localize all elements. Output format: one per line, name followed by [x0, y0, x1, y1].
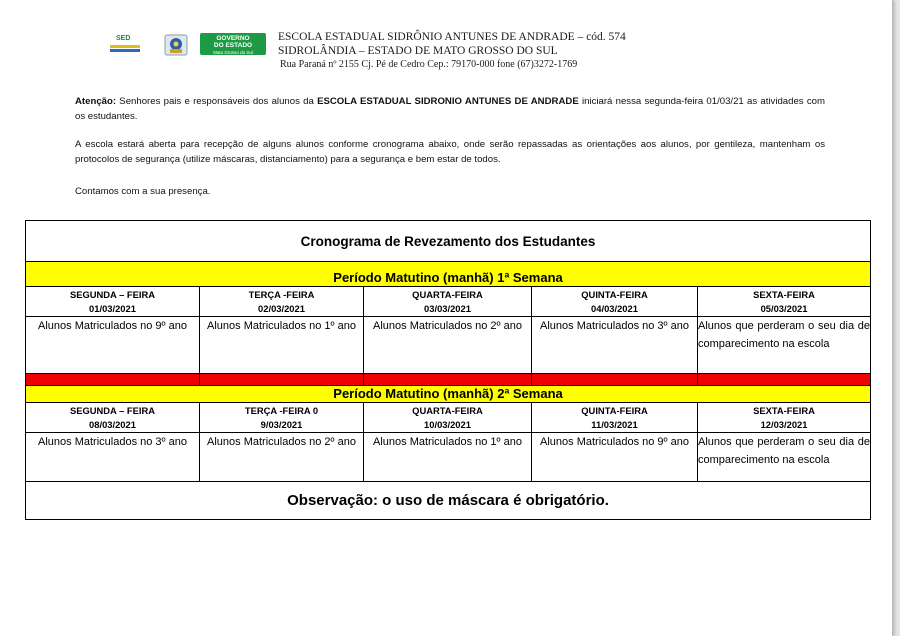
day-date: 08/03/2021 — [89, 418, 136, 430]
week2-period: Período Matutino (manhã) 2ª Semana — [26, 386, 871, 403]
day-name: SEXTA-FEIRA — [753, 288, 815, 300]
gov-logo-line1: GOVERNO — [216, 35, 250, 42]
day-name: TERÇA -FEIRA — [248, 288, 315, 300]
group-text-last: comparecimento na escola — [698, 454, 830, 466]
info-paragraph: A escola estará aberta para recepção de alguns alunos conforme cronograma abaixo, onde serão repassadas as orientações aos alunos, por gentileza, mantenham os protocolos de segurança (utilize máscaras, distanciamento) para a segurança e bem estar de todos. — [75, 139, 825, 165]
schedule-table — [25, 220, 871, 520]
week2-group-cell — [698, 433, 871, 482]
week2-day-cell — [26, 403, 200, 433]
group-text: Alunos que perderam o seu dia de — [698, 320, 871, 332]
notice-school: ESCOLA ESTADUAL SIDRONIO ANTUNES DE ANDRADE — [317, 96, 579, 107]
day-name: QUINTA-FEIRA — [581, 404, 648, 416]
group-text-last: comparecimento na escola — [698, 338, 830, 350]
week2-day-cell — [200, 403, 364, 433]
week1-group-cell: Alunos Matriculados no 3º ano — [532, 317, 698, 374]
day-date: 03/03/2021 — [424, 302, 471, 314]
week-separator — [26, 374, 871, 386]
school-address: Rua Paraná nº 2155 Cj. Pé de Cedro Cep.: 79170-000 fone (67)3272-1769 — [280, 59, 578, 70]
week1-day-cell — [364, 287, 532, 317]
day-date: 12/03/2021 — [760, 418, 808, 430]
notice-paragraph — [75, 94, 825, 124]
day-date: 04/03/2021 — [591, 302, 638, 314]
school-header — [278, 31, 626, 72]
closing-paragraph: Contamos com a sua presença. — [75, 186, 211, 197]
week1-group-cell: Alunos Matriculados no 2º ano — [364, 317, 532, 374]
week2-group-cell: Alunos Matriculados no 9º ano — [532, 433, 698, 482]
school-name: ESCOLA ESTADUAL SIDRÔNIO ANTUNES DE ANDRADE – cód. 574 — [278, 31, 626, 43]
gov-logo-sub: Mato Grosso do Sul — [213, 50, 253, 55]
week2-group-cell: Alunos Matriculados no 3º ano — [26, 433, 200, 482]
week2-group-cell: Alunos Matriculados no 2º ano — [200, 433, 364, 482]
day-name: SEGUNDA – FEIRA — [69, 404, 156, 416]
day-name: TERÇA -FEIRA 0 — [244, 404, 319, 416]
gov-logo-line2: DO ESTADO — [213, 42, 253, 49]
day-name: QUINTA-FEIRA — [581, 288, 648, 300]
day-name: SEGUNDA – FEIRA — [69, 288, 156, 300]
week1-day-cell — [698, 287, 871, 317]
state-crest-icon — [164, 34, 188, 56]
day-date: 01/03/2021 — [89, 302, 136, 314]
notice-text-1: Senhores pais e responsáveis dos alunos da — [116, 96, 318, 107]
sed-logo — [106, 35, 140, 55]
week1-group-cell: Alunos Matriculados no 1º ano — [200, 317, 364, 374]
day-date: 02/03/2021 — [258, 302, 305, 314]
header-logos — [106, 33, 276, 57]
day-date: 05/03/2021 — [760, 302, 808, 314]
week1-group-cell: Alunos Matriculados no 9º ano — [26, 317, 200, 374]
week1-day-cell — [26, 287, 200, 317]
observation-note: Observação: o uso de máscara é obrigatório. — [26, 482, 871, 520]
sed-logo-text: SED — [116, 35, 131, 42]
day-date: 10/03/2021 — [424, 418, 471, 430]
day-date: 11/03/2021 — [591, 418, 638, 430]
notice-text-2: iniciará nessa segunda-feira 01/03/21 as atividades com os estudantes. — [75, 96, 825, 122]
notice-label: Atenção: — [75, 96, 117, 107]
week1-day-cell — [532, 287, 698, 317]
day-name: SEXTA-FEIRA — [753, 404, 815, 416]
week2-group-cell: Alunos Matriculados no 1º ano — [364, 433, 532, 482]
group-text: Alunos que perderam o seu dia de — [698, 436, 871, 448]
government-logo — [200, 33, 266, 55]
day-name: QUARTA-FEIRA — [412, 288, 483, 300]
school-city: SIDROLÂNDIA – ESTADO DE MATO GROSSO DO SUL — [278, 44, 558, 57]
week2-day-cell — [364, 403, 532, 433]
week1-period: Período Matutino (manhã) 1ª Semana — [26, 262, 871, 287]
week1-day-cell — [200, 287, 364, 317]
day-date: 9/03/2021 — [260, 418, 303, 430]
week1-group-cell — [698, 317, 871, 374]
week2-day-cell — [532, 403, 698, 433]
day-name: QUARTA-FEIRA — [412, 404, 483, 416]
week2-day-cell — [698, 403, 871, 433]
schedule-title: Cronograma de Revezamento dos Estudantes — [26, 221, 871, 262]
